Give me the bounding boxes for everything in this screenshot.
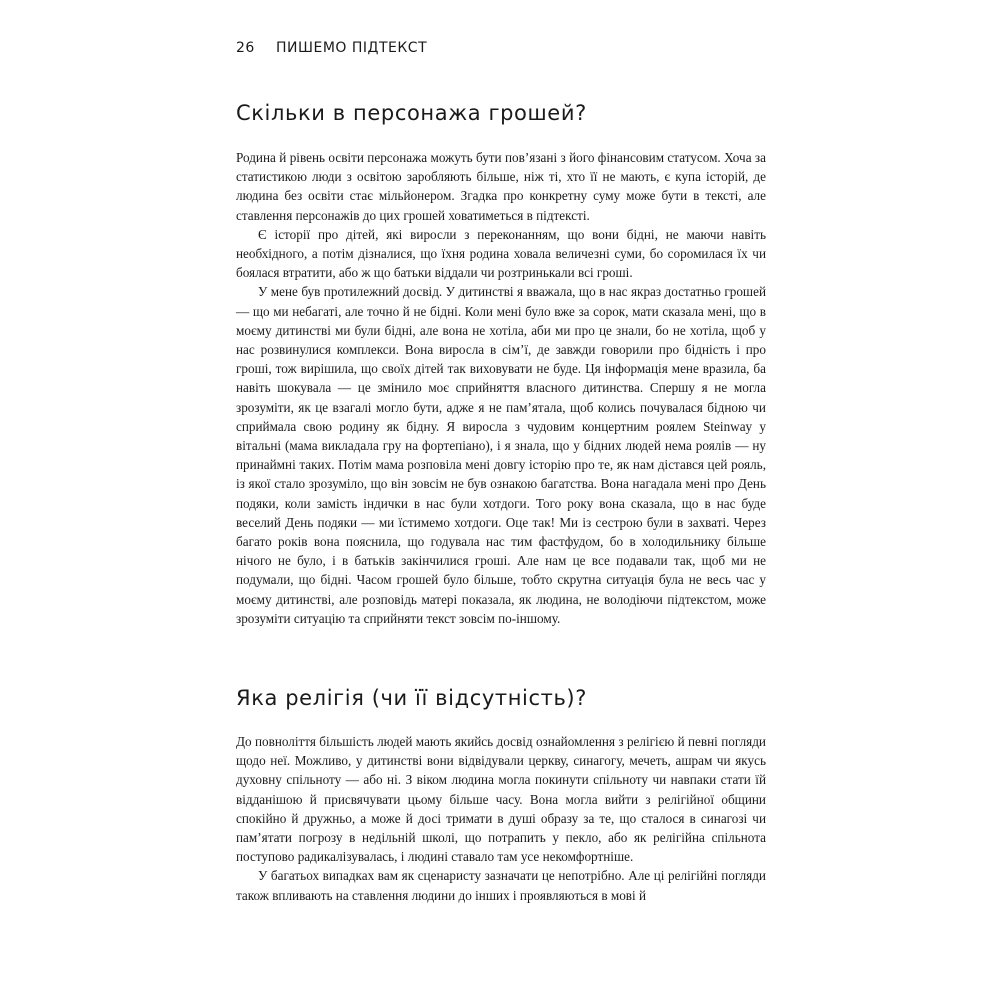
section-religion-body	[236, 732, 766, 905]
running-title: ПИШЕМО ПІДТЕКСТ	[276, 40, 428, 56]
paragraph: До повноліття більшість людей мають якийсь досвід ознайомлення з релігією й певні погляди щодо неї. Можливо, у дитинстві вони відвідували церкву, синагогу, мечеть, ашрам чи якусь духовну спільноту — або ні. З віком людина могла покинути спільноту чи навпаки стати їй відданішою й присвячувати цьому більше часу. Вона могла вийти з релігійної общини спокійно й дружньо, а може й досі тримати в душі образу за те, що сталося в синагозі чи пам’ятати погрозу в недільній школі, що потрапить у пекло, або як релігійна спільнота поступово радикалізувалась, і людині ставало там усе некомфортніше.	[236, 734, 766, 865]
section-religion	[236, 684, 766, 712]
paragraph: Є історії про дітей, які виросли з переконанням, що вони бідні, не маючи навіть необхідного, а потім дізналися, що їхня родина ховала величезні суми, бо соромилася їх чи боялася втратити, або ж що батьки віддали чи розтринькали всі гроші.	[236, 226, 766, 281]
section-heading-money: Скільки в персонажа грошей?	[236, 101, 587, 125]
paragraph: Родина й рівень освіти персонажа можуть бути пов’язані з його фінансовим статусом. Хоча за статистикою люди з освітою заробляють більше, ніж ті, хто її не мають, є купа історій, де людина без освіти стає мільйонером. Згадка про конкретну суму може бути в тексті, але ставлення персонажів до цих грошей ховатиметься в підтексті.	[236, 150, 766, 223]
paragraph: У багатьох випадках вам як сценаристу зазначати це непотрібно. Але ці релігійні погляди також впливають на ставлення людини до інших і проявляються в мові й	[236, 868, 766, 903]
page-number: 26	[236, 40, 255, 56]
section-money-body	[236, 148, 766, 628]
paragraph: У мене був протилежний досвід. У дитинстві я вважала, що в нас якраз достатньо грошей — що ми небагаті, але точно й не бідні. Коли мені було вже за сорок, мати сказала мені, що в моєму дитинстві ми були бідні, але вона не хотіла, аби ми про це знали, бо не хотіла, щоб у нас розвинулися комплекси. Вона виросла в сім’ї, де завжди говорили про бідність і про гроші, тож вирішила, що своїх дітей так виховувати не буде. Ця інформація мене вразила, ба навіть шокувала — це змінило моє сприйняття власного дитинства. Спершу я не могла зрозуміти, як це взагалі могло бути, адже я не пам’ятала, щоб колись почувалася бідною чи сприймала свою родину як бідну. Я виросла з чудовим концертним роялем Steinway у вітальні (мама викладала гру на фортепіано), і я знала, що у бідних людей нема роялів — ну принаймні таких. Потім мама розповіла мені довгу історію про те, як нам дістався цей рояль, із якої стало зрозуміло, що він зовсім не був ознакою багатства. Вона нагадала мені про День подяки, коли замість індички в нас були хотдоги. Того року вона сказала, що в нас буде веселий День подяки — ми їстимемо хотдоги. Оце так! Ми із сестрою були в захваті. Через багато років вона пояснила, що годувала нас тим фастфудом, бо в холодильнику більше нічого не було, і в батьків закінчилися гроші. Але нам це все подавали так, щоб ми не подумали, що бідні. Часом грошей було більше, тобто скрутна ситуація була не весь час у моєму дитинстві, але розповідь матері показала, як людина, не володіючи підтекстом, може зрозуміти ситуацію та сприйняти текст зовсім по-іншому.	[236, 284, 766, 626]
section-heading-religion: Яка релігія (чи її відсутність)?	[236, 686, 587, 710]
section-money	[236, 99, 766, 127]
running-header	[236, 40, 427, 56]
